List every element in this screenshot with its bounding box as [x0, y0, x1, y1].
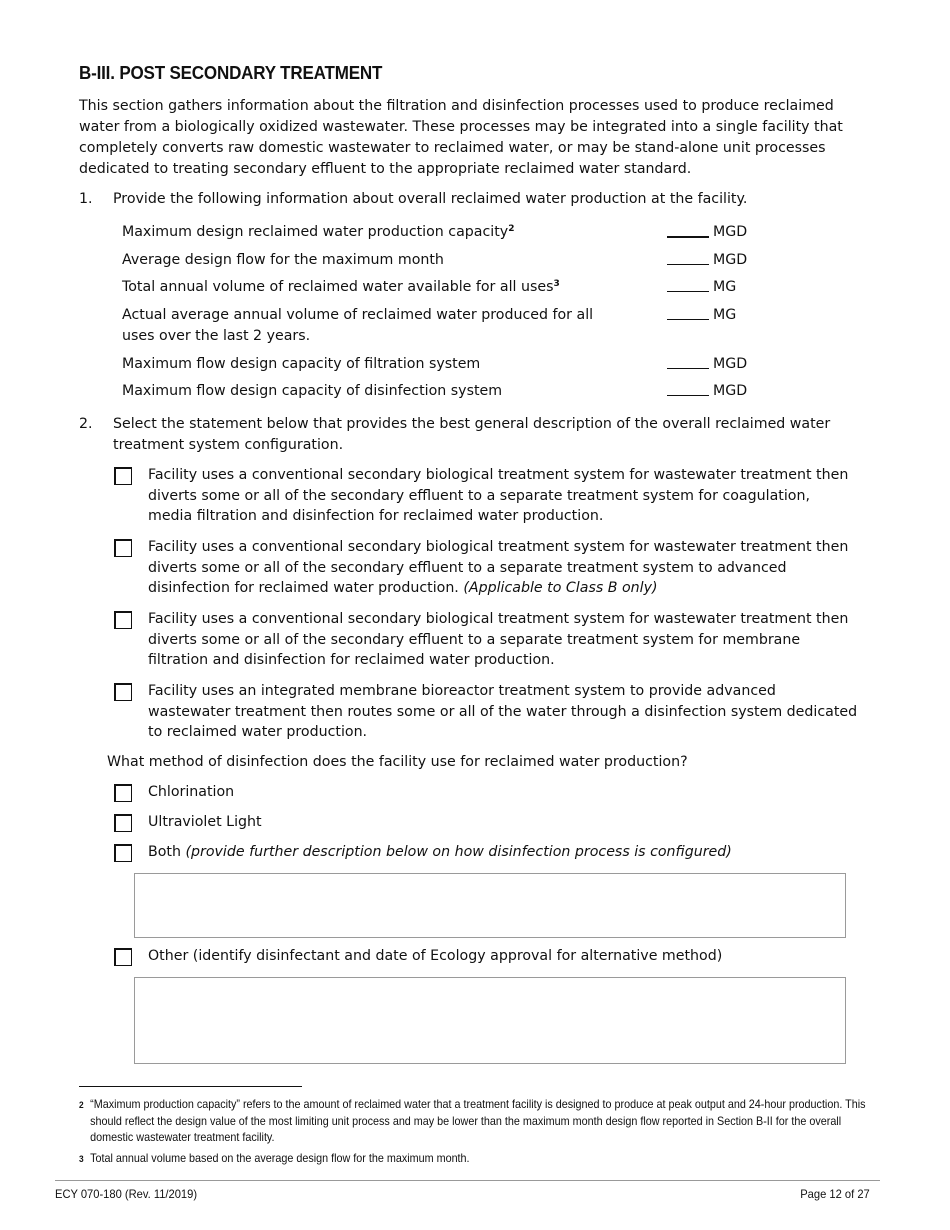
footnote-divider [79, 1086, 302, 1087]
option-text: Ultraviolet Light [148, 814, 262, 830]
max-production-capacity-input[interactable] [667, 236, 709, 238]
field-unit: MGD [713, 383, 748, 399]
footnote-ref: 2 [508, 224, 515, 234]
option-text: Chlorination [148, 784, 235, 800]
field-label: Average design flow for the maximum month [122, 252, 444, 268]
option-text: Facility uses a conventional secondary biological treatment system for wastewater treatment then diverts some or all of the secondary effluent to a separate treatment system for coagulation, media filtration and disinfection for reclaimed water production. [148, 467, 849, 524]
footnote-text: “Maximum production capacity” refers to the amount of reclaimed water that a treatment facility is designed to produce at peak output and 24-hour production. This should reflect the design value of the most limiting unit process and may be lower than the maximum month design flow reported in Section B-II for the overall domestic wastewater treatment facility. [90, 1098, 866, 1144]
field-unit: MGD [713, 252, 748, 268]
option-text: Facility uses a conventional secondary biological treatment system for wastewater treatment then diverts some or all of the secondary effluent to a separate treatment system to advanced disinfection for reclaimed water production. (Applicable to Class B only) [148, 539, 849, 596]
question-number: 1. [79, 191, 93, 207]
option-text: Facility uses a conventional secondary biological treatment system for wastewater treatment then diverts some or all of the secondary effluent to a separate treatment system for membrane filtration and disinfection for reclaimed water production. [148, 611, 849, 668]
option-text: Facility uses an integrated membrane bioreactor treatment system to provide advanced wastewater treatment then routes some or all of the water through a disinfection system dedicated to reclaimed water production. [148, 683, 858, 740]
section-intro: This section gathers information about the filtration and disinfection processes used to produce reclaimed water from a biologically oxidized wastewater. These processes may be integrated into a single facility that completely converts raw domestic wastewater to reclaimed water, or may be stand-alone unit processes dedicated to treating secondary effluent to the appropriate reclaimed water standard. [79, 98, 843, 177]
both-description-textarea[interactable] [134, 873, 846, 938]
field-unit: MG [713, 307, 737, 323]
field-label: Maximum flow design capacity of filtration system [122, 356, 481, 372]
footnote-mark: 3 [79, 1154, 84, 1164]
field-label: Total annual volume of reclaimed water available for all uses$^3$ [122, 279, 560, 295]
total-annual-volume-input[interactable] [667, 291, 709, 292]
config-option-checkbox[interactable] [114, 467, 132, 485]
chlorination-checkbox[interactable] [114, 784, 132, 802]
other-checkbox[interactable] [114, 948, 132, 966]
field-label: Maximum design reclaimed water production capacity$^2$ [122, 224, 515, 240]
question-text: Select the statement below that provides the best general description of the overall reclaimed water treatment system configuration. [113, 416, 831, 453]
field-unit: MGD [713, 356, 748, 372]
footer-divider [55, 1180, 880, 1181]
field-unit: MG [713, 279, 737, 295]
field-label: Actual average annual volume of reclaimed water produced for all uses over the last 2 years. [122, 307, 594, 344]
config-option-checkbox[interactable] [114, 611, 132, 629]
question-number: 2. [79, 416, 93, 432]
field-unit: MGD [713, 224, 748, 240]
ultraviolet-checkbox[interactable] [114, 814, 132, 832]
actual-annual-volume-input[interactable] [667, 319, 709, 320]
question-text: Provide the following information about overall reclaimed water production at the facility. [113, 191, 748, 207]
option-text: Other (identify disinfectant and date of Ecology approval for alternative method) [148, 948, 723, 964]
config-option-checkbox[interactable] [114, 683, 132, 701]
disinfection-method-question: What method of disinfection does the facility use for reclaimed water production? [107, 754, 688, 770]
disinfection-capacity-input[interactable] [667, 395, 709, 396]
both-checkbox[interactable] [114, 844, 132, 862]
footnote-text: Total annual volume based on the average design flow for the maximum month. [90, 1152, 470, 1165]
option-text: Both (provide further description below on how disinfection process is configured) [148, 844, 732, 860]
footnote-ref: 3 [553, 279, 560, 289]
section-title: B-III. POST SECONDARY TREATMENT [79, 62, 383, 83]
form-id: ECY 070-180 (Rev. 11/2019) [55, 1187, 198, 1201]
config-option-checkbox[interactable] [114, 539, 132, 557]
page-number: Page 12 of 27 [800, 1187, 870, 1201]
avg-design-flow-input[interactable] [667, 264, 709, 265]
filtration-capacity-input[interactable] [667, 368, 709, 369]
other-description-textarea[interactable] [134, 977, 846, 1064]
footnote-mark: 2 [79, 1100, 84, 1110]
field-label: Maximum flow design capacity of disinfection system [122, 383, 503, 399]
